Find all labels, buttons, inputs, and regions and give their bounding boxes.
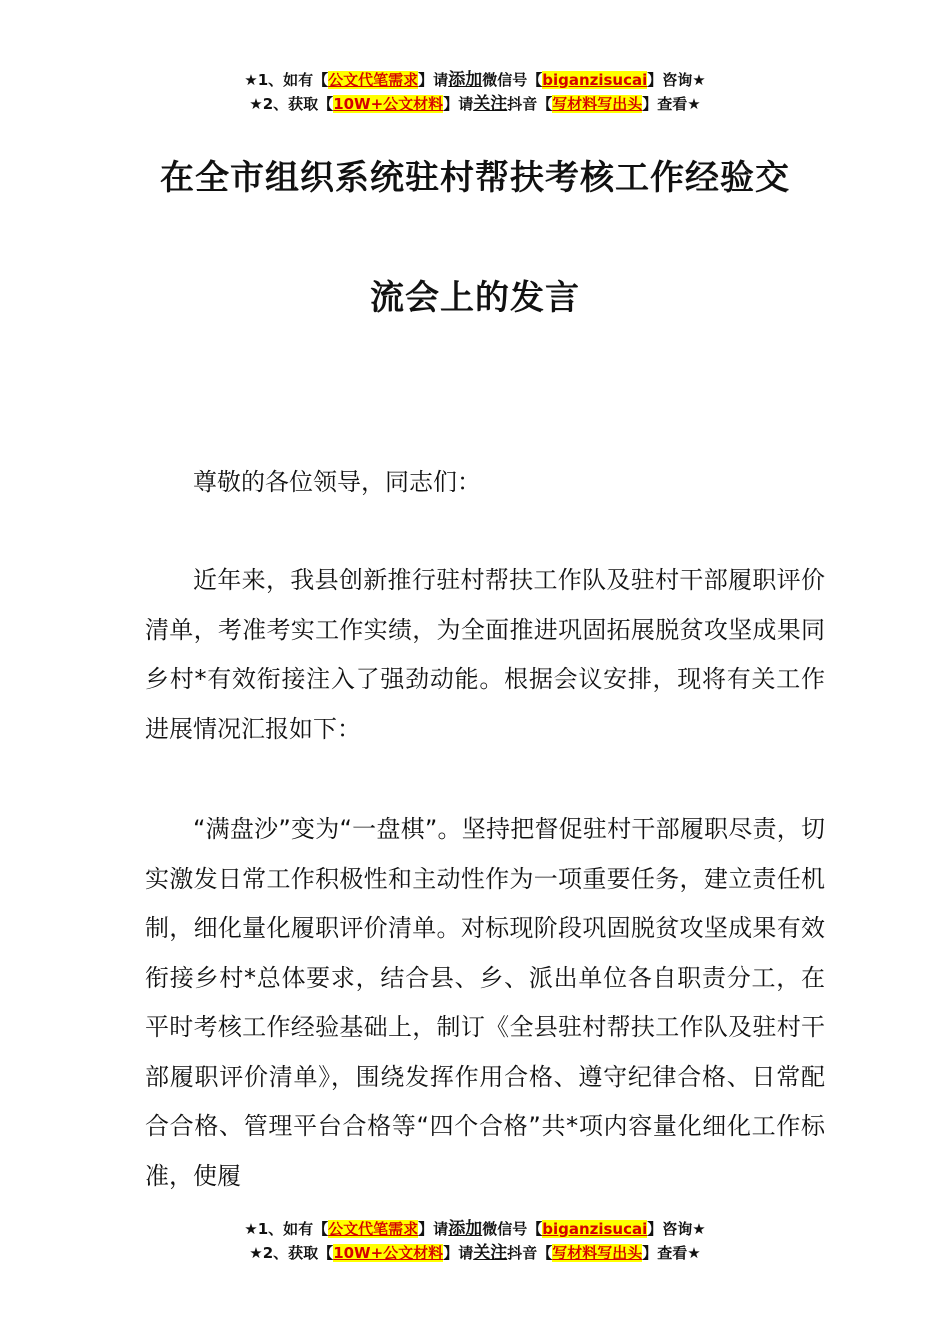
banner-line-1 (0, 68, 950, 92)
banner-text: 】查看★ (642, 1244, 701, 1262)
banner-text: ★2、获取【 (249, 1244, 334, 1262)
banner-highlight: 10W+公文材料 (333, 1244, 444, 1262)
banner-text: ★1、如有【 (244, 1220, 329, 1238)
banner-highlight: 公文代笔需求 (328, 1220, 419, 1238)
footer-banner (0, 1217, 950, 1265)
banner-emphasis: 添加 (448, 70, 483, 90)
banner-highlight: 写材料写出头 (552, 1244, 643, 1262)
banner-text: 】请 (443, 95, 474, 113)
banner-text: ★1、如有【 (244, 71, 329, 89)
banner-text: 】咨询★ (647, 71, 706, 89)
banner-emphasis: 关注 (473, 94, 508, 114)
banner-emphasis: 关注 (473, 1243, 508, 1263)
document-title-line-2: 流会上的发言 (370, 278, 580, 318)
banner-line-1 (0, 1217, 950, 1241)
banner-text: 微信号【 (482, 1220, 543, 1238)
header-banner (0, 68, 950, 116)
banner-highlight: biganzisucai (542, 1220, 648, 1238)
banner-text: 抖音【 (507, 95, 553, 113)
banner-text: ★2、获取【 (249, 95, 334, 113)
banner-highlight: 公文代笔需求 (328, 71, 419, 89)
banner-line-2 (0, 92, 950, 116)
paragraph-body: “满盘沙”变为“一盘棋”。坚持把督促驻村干部履职尽责，切实激发日常工作积极性和主动性作为一项重要任务，建立责任机制，细化量化履职评价清单。对标现阶段巩固脱贫攻坚成果有效衔接乡村*总体要求，结合县、乡、派出单位各自职责分工，在平时考核工作经验基础上，制订《全县驻村帮扶工作队及驻村干部履职评价清单》，围绕发挥作用合格、遵守纪律合格、日常配合合格、管理平台合格等“四个合格”共*项内容量化细化工作标准，使履 (145, 815, 825, 1190)
banner-highlight: 写材料写出头 (552, 95, 643, 113)
banner-emphasis: 添加 (448, 1219, 483, 1239)
banner-highlight: biganzisucai (542, 71, 648, 89)
salutation: 尊敬的各位领导，同志们： (193, 468, 481, 496)
document-title-line-1: 在全市组织系统驻村帮扶考核工作经验交 (160, 158, 790, 198)
banner-text: 微信号【 (482, 71, 543, 89)
banner-text: 】查看★ (642, 95, 701, 113)
paragraph-intro: 近年来，我县创新推行驻村帮扶工作队及驻村干部履职评价清单，考准考实工作实绩，为全面推进巩固拓展脱贫攻坚成果同乡村*有效衔接注入了强劲动能。根据会议安排，现将有关工作进展情况汇报如下： (145, 566, 825, 743)
banner-text: 】请 (418, 71, 449, 89)
banner-highlight: 10W+公文材料 (333, 95, 444, 113)
banner-line-2 (0, 1241, 950, 1265)
banner-text: 】咨询★ (647, 1220, 706, 1238)
banner-text: 】请 (443, 1244, 474, 1262)
banner-text: 】请 (418, 1220, 449, 1238)
banner-text: 抖音【 (507, 1244, 553, 1262)
